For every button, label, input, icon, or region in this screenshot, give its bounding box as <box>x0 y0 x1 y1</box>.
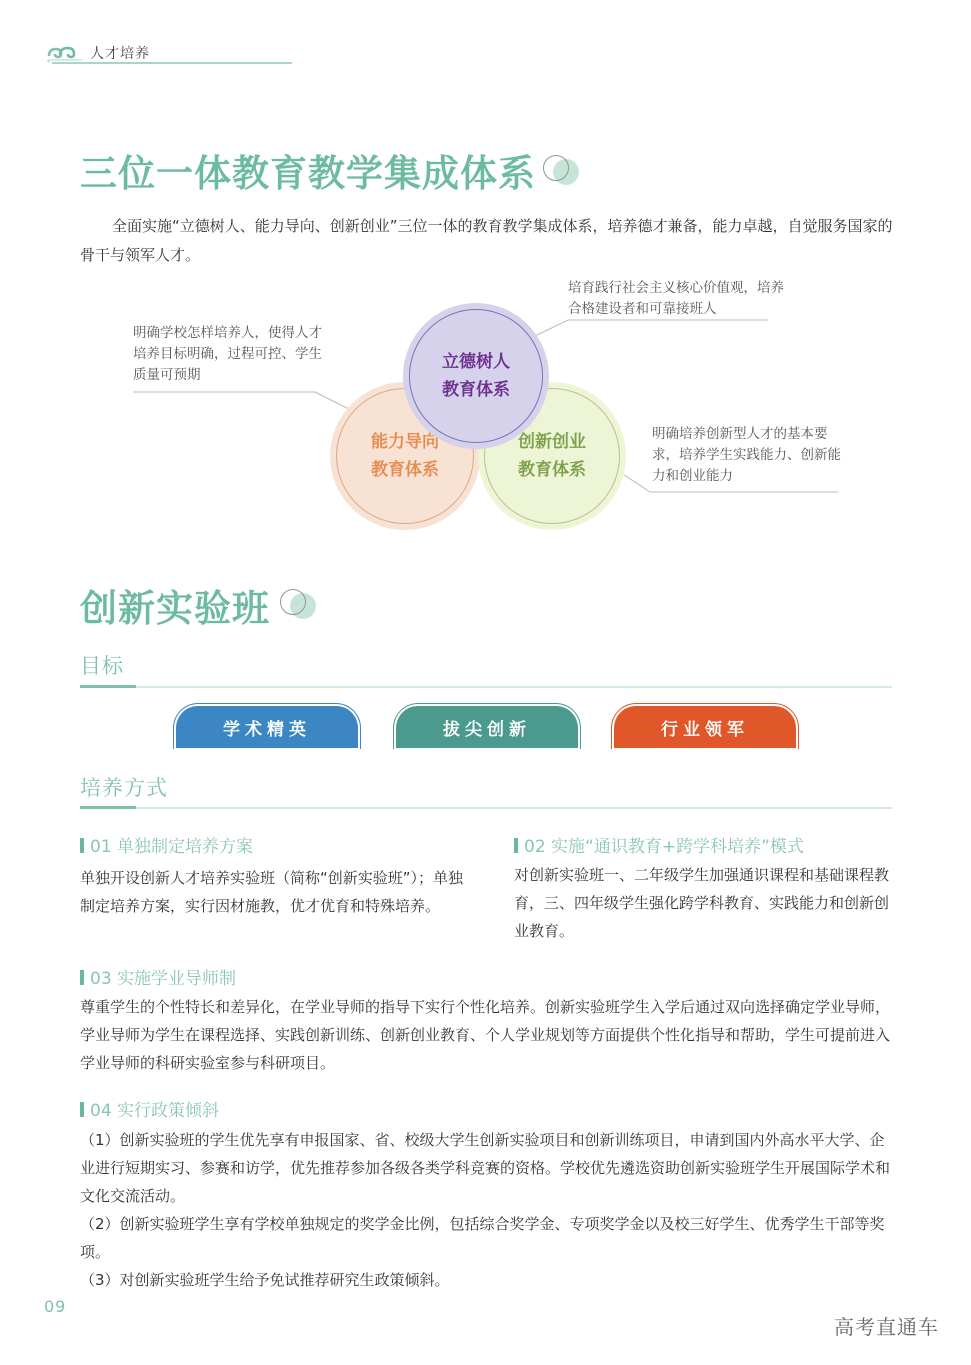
section1-title: 三位一体教育教学集成体系 <box>80 152 536 195</box>
item-01-body: 单独开设创新人才培养实验班（简称“创新实验班”）；单独制定培养方案，实行因材施教，优才优育和特殊培养。 <box>80 869 464 915</box>
page-number: 09 <box>44 1297 67 1316</box>
policy-point-3: （3）对创新实验班学生给予免试推荐研究生政策倾斜。 <box>80 1271 450 1289</box>
item-03-heading: 03 实施学业导师制 <box>80 964 236 989</box>
goals-rule <box>80 686 892 688</box>
page-header <box>46 40 292 68</box>
item-04-heading: 04 实行政策倾斜 <box>80 1096 219 1121</box>
methods-heading: 培养方式 <box>80 776 168 800</box>
item-01-heading: 01 单独制定培养方案 <box>80 832 253 857</box>
note-right: 明确培养创新型人才的基本要求，培养学生实践能力、创新能力和创业能力 <box>652 426 841 484</box>
section2-title: 创新实验班 <box>80 587 270 630</box>
policy-point-2: （2）创新实验班学生享有学校单独规定的奖学金比例，包括综合奖学金、专项奖学金以及校三好学生、优秀学生干部等奖项。 <box>80 1215 885 1261</box>
circle-ability: 能力导向 教育体系 <box>330 382 480 530</box>
methods-rule <box>80 807 892 809</box>
watermark: 高考直通车 <box>834 1315 939 1339</box>
section1-intro: 全面实施“立德树人、能力导向、创新创业”三位一体的教育教学集成体系，培养德才兼备，能力卓越，自觉服务国家的骨干与领军人才。 <box>80 217 893 264</box>
circle-innovation: 创新创业 教育体系 <box>478 382 626 530</box>
policy-point-1: （1）创新实验班的学生优先享有申报国家、省、校级大学生创新实验项目和创新训练项目，申请到国内外高水平大学、企业进行短期实习、参赛和访学，优先推荐参加各级各类学科竞赛的资格。学校优先遴选资助创新实验班学生开展国际学术和文化交流活动。 <box>80 1131 891 1205</box>
three-circle-diagram <box>0 270 971 540</box>
item-02-body: 对创新实验班一、二年级学生加强通识课程和基础课程教育，三、四年级学生强化跨学科教育、实践能力和创新创业教育。 <box>514 866 890 940</box>
goal-industry-leader: 行业领军 <box>614 706 796 748</box>
item-04-body <box>80 1126 895 1294</box>
header-rule <box>52 62 292 64</box>
goals-heading: 目标 <box>80 654 124 678</box>
item-03-body: 尊重学生的个性特长和差异化，在学业导师的指导下实行个性化培养。创新实验班学生入学后通过双向选择确定学业导师，学业导师为学生在课程选择、实践创新训练、创新创业教育、个人学业规划等方面提供个性化指导和帮助，学生可提前进入学业导师的科研实验室参与科研项目。 <box>80 998 891 1072</box>
goal-academic-elite: 学术精英 <box>176 706 358 748</box>
double-circle-icon <box>280 587 320 621</box>
section-label: 人才培养 <box>90 46 150 62</box>
double-circle-icon <box>543 153 583 187</box>
note-top: 培育践行社会主义核心价值观，培养合格建设者和可靠接班人 <box>568 280 784 317</box>
circle-morality: 立德树人 教育体系 <box>403 303 549 449</box>
goal-top-innovation: 拔尖创新 <box>396 706 578 748</box>
item-02-heading: 02 实施“通识教育+跨学科培养”模式 <box>514 832 804 857</box>
note-left: 明确学校怎样培养人，使得人才培养目标明确，过程可控、学生质量可预期 <box>133 325 322 383</box>
